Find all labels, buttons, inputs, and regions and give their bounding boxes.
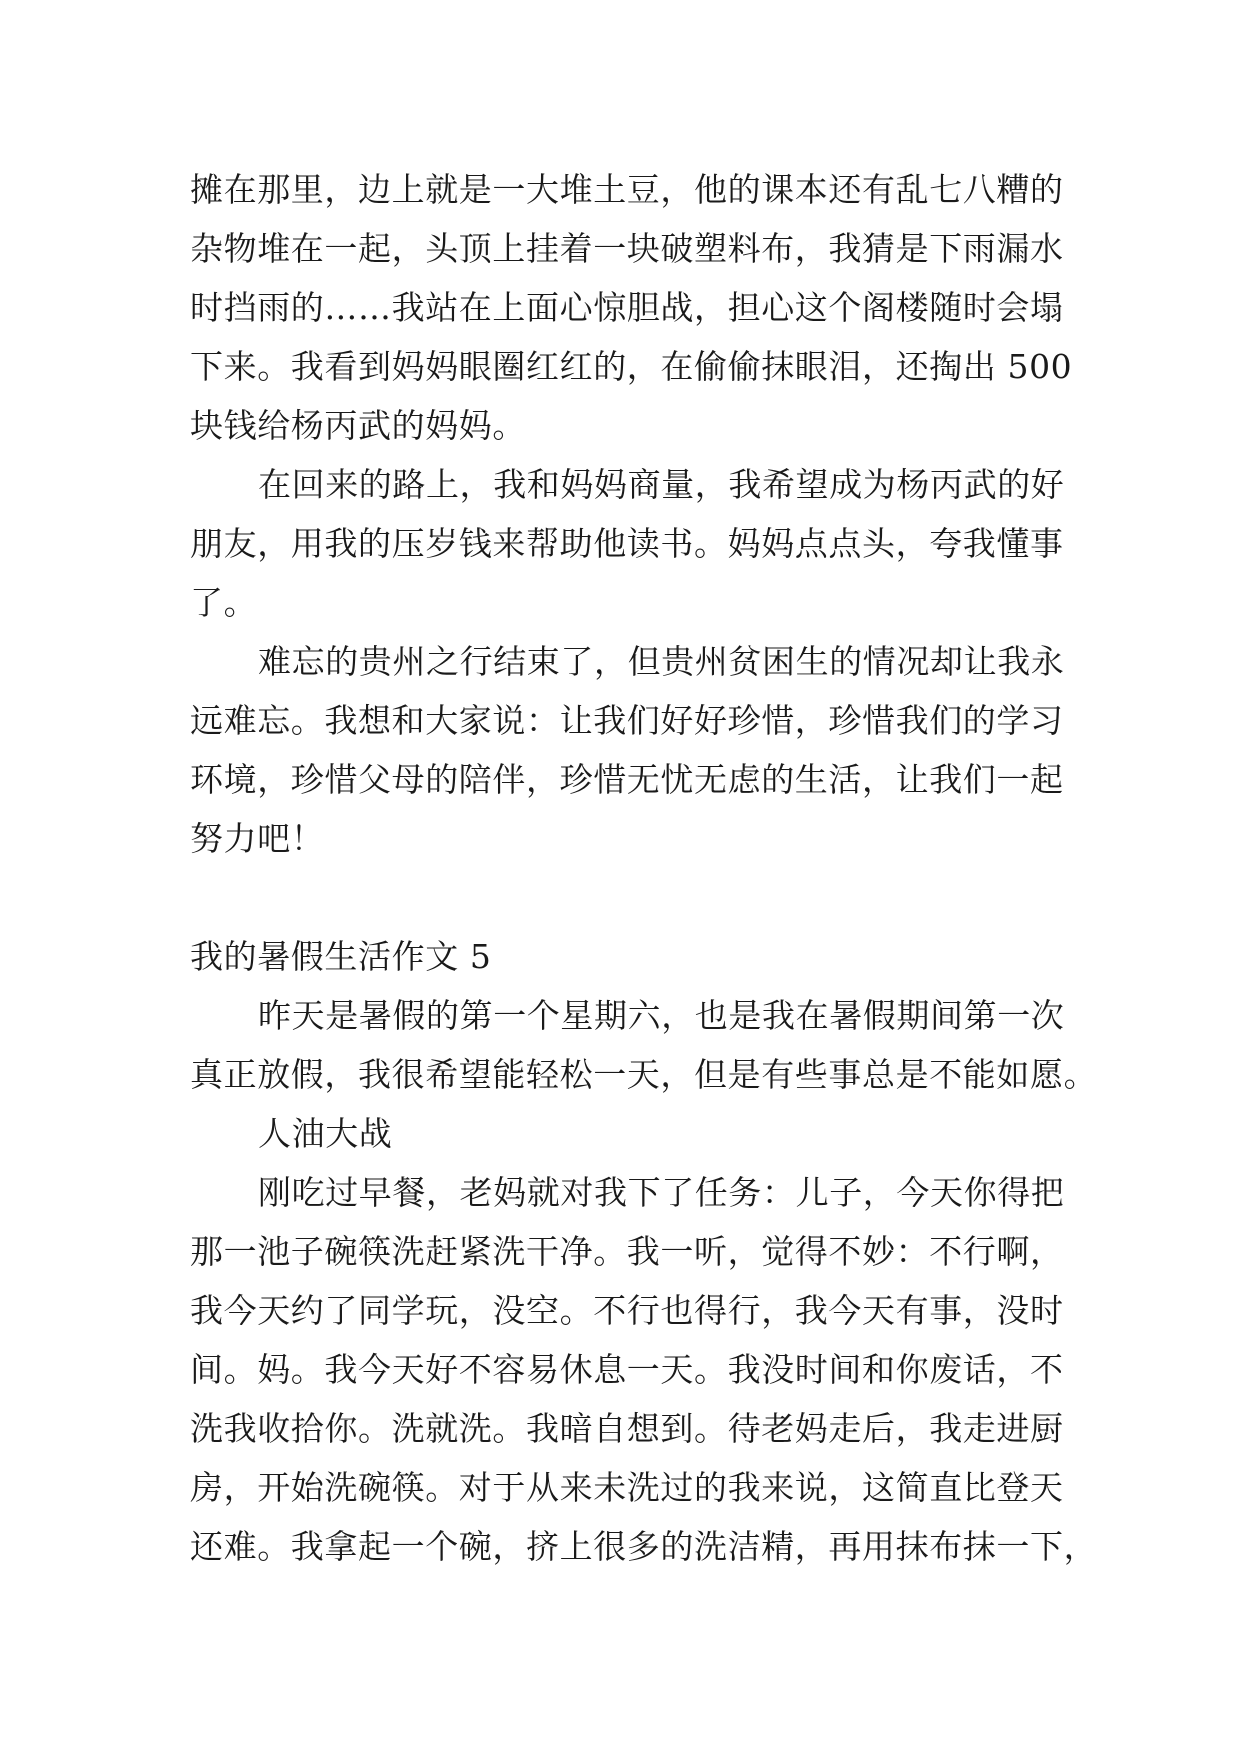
text-line: 在回来的路上，我和妈妈商量，我希望成为杨丙武的好 [258,465,1065,504]
text-line: 还难。我拿起一个碗，挤上很多的洗洁精，再用抹布抹一下， [190,1527,1098,1566]
text-line: 昨天是暑假的第一个星期六，也是我在暑假期间第一次 [258,996,1065,1035]
paragraph [190,1163,1098,1576]
text-line: 块钱给杨丙武的妈妈。 [190,406,526,445]
paragraph [190,632,1070,868]
paragraph [190,455,1070,632]
text-line: 房，开始洗碗筷。对于从来未洗过的我来说，这简直比登天 [190,1468,1064,1507]
section-title: 我的暑假生活作文 5 [190,937,492,976]
text-line: 那一池子碗筷洗赶紧洗干净。我一听，觉得不妙：不行啊， [190,1232,1064,1271]
text-line: 洗我收拾你。洗就洗。我暗自想到。待老妈走后，我走进厨 [190,1409,1064,1448]
section-gap [190,868,1070,927]
text-line: 下来。我看到妈妈眼圈红红的，在偷偷抹眼泪，还掏出 500 [190,347,1073,386]
text-line: 真正放假，我很希望能轻松一天，但是有些事总是不能如愿。 [190,1055,1098,1094]
text-line: 时挡雨的……我站在上面心惊胆战，担心这个阁楼随时会塌 [190,288,1064,327]
text-line: 努力吧！ [190,819,325,858]
text-line: 摊在那里，边上就是一大堆土豆，他的课本还有乱七八糟的 [190,170,1064,209]
text-line: 刚吃过早餐，老妈就对我下了任务：儿子，今天你得把 [258,1173,1065,1212]
paragraph [190,986,1098,1104]
document-body [190,160,1098,1576]
text-line: 环境，珍惜父母的陪伴，珍惜无忧无虑的生活，让我们一起 [190,760,1064,799]
text-line: 朋友，用我的压岁钱来帮助他读书。妈妈点点头，夸我懂事 [190,524,1064,563]
text-line: 人油大战 [258,1114,393,1153]
subheading [190,1104,1070,1163]
text-line: 杂物堆在一起，头顶上挂着一块破塑料布，我猜是下雨漏水 [190,229,1064,268]
text-line: 我今天约了同学玩，没空。不行也得行，我今天有事，没时 [190,1291,1064,1330]
text-line: 了。 [190,583,258,622]
text-line: 远难忘。我想和大家说：让我们好好珍惜，珍惜我们的学习 [190,701,1064,740]
text-line: 间。妈。我今天好不容易休息一天。我没时间和你废话，不 [190,1350,1064,1389]
paragraph [190,160,1073,455]
text-line: 难忘的贵州之行结束了，但贵州贫困生的情况却让我永 [258,642,1065,681]
